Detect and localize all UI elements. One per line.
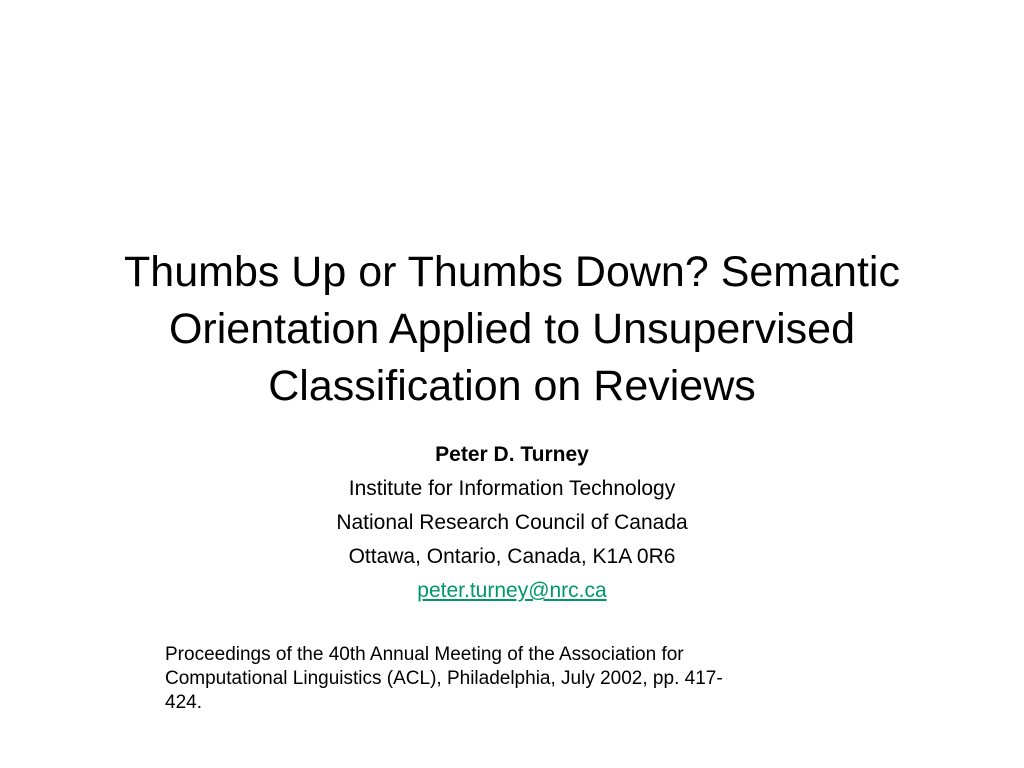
slide-title-line: Classification on Reviews bbox=[268, 362, 756, 410]
slide-title-line: Orientation Applied to Unsupervised bbox=[168, 305, 856, 353]
citation-line: Proceedings of the 40th Annual Meeting of the Association for bbox=[165, 644, 684, 665]
citation-line: 424. bbox=[165, 692, 202, 713]
author-email-link[interactable]: peter.turney@nrc.ca bbox=[417, 579, 607, 602]
citation-text bbox=[165, 643, 845, 715]
slide-title-line: Thumbs Up or Thumbs Down? Semantic bbox=[124, 248, 900, 296]
author-name: Peter D. Turney bbox=[435, 443, 589, 466]
slide-title bbox=[60, 244, 964, 415]
author-address: Ottawa, Ontario, Canada, K1A 0R6 bbox=[348, 545, 676, 568]
citation-line: Computational Linguistics (ACL), Philadelphia, July 2002, pp. 417- bbox=[165, 668, 723, 689]
author-info bbox=[112, 438, 912, 608]
author-organization: National Research Council of Canada bbox=[336, 511, 688, 534]
author-institute: Institute for Information Technology bbox=[348, 477, 676, 500]
